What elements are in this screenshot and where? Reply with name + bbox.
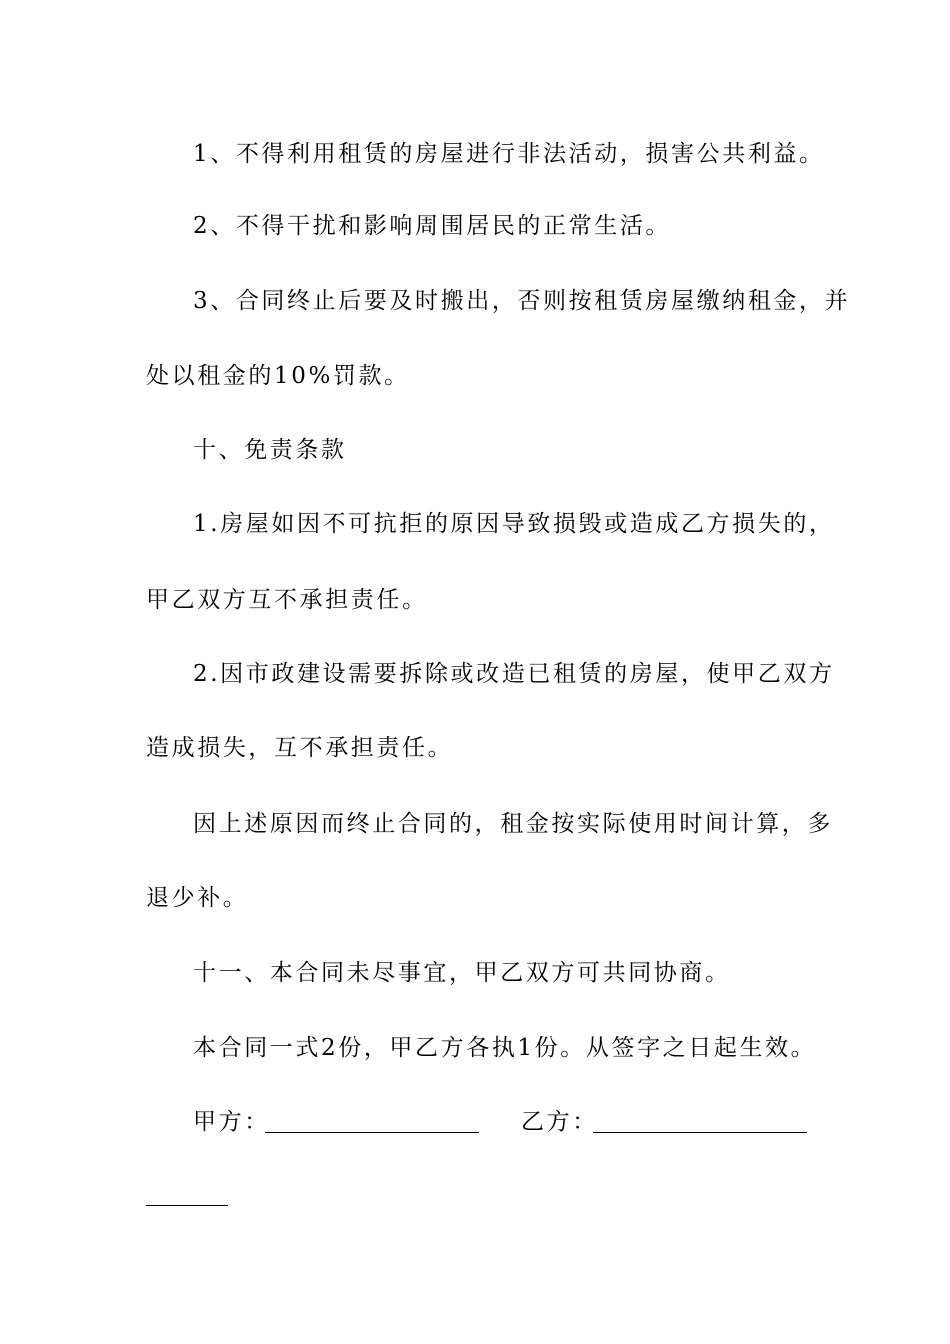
party-b-signature-line[interactable]	[593, 1132, 807, 1133]
clause-line-2: 2、不得干扰和影响周围居民的正常生活。	[193, 213, 672, 239]
exemption-line-1-continued: 甲乙双方互不承担责任。	[146, 587, 428, 613]
section-heading-exemption: 十、免责条款	[193, 437, 347, 463]
signature-row	[193, 1106, 813, 1142]
exemption-line-2: 2.因市政建设需要拆除或改造已租赁的房屋，使甲乙双方	[193, 661, 835, 687]
clause-line-1: 1、不得利用租赁的房屋进行非法活动，损害公共利益。	[193, 141, 825, 167]
exemption-note: 因上述原因而终止合同的，租金按实际使用时间计算，多	[193, 811, 833, 837]
party-a-signature-line[interactable]	[265, 1132, 479, 1133]
exemption-line-2-continued: 造成损失，互不承担责任。	[146, 735, 454, 761]
clause-line-3-continued: 处以租金的10%罚款。	[146, 363, 410, 389]
party-b-label: 乙方：	[521, 1109, 598, 1135]
trailing-underline	[146, 1205, 228, 1206]
exemption-note-continued: 退少补。	[146, 885, 249, 911]
party-a-label: 甲方：	[193, 1109, 270, 1135]
section-heading-misc: 十一、本合同未尽事宜，甲乙双方可共同协商。	[193, 960, 731, 986]
copies-statement: 本合同一式2份，甲乙方各执1份。从签字之日起生效。	[193, 1035, 817, 1061]
exemption-line-1: 1.房屋如因不可抗拒的原因导致损毁或造成乙方损失的，	[193, 511, 835, 537]
clause-line-3: 3、合同终止后要及时搬出，否则按租赁房屋缴纳租金，并	[193, 288, 851, 314]
